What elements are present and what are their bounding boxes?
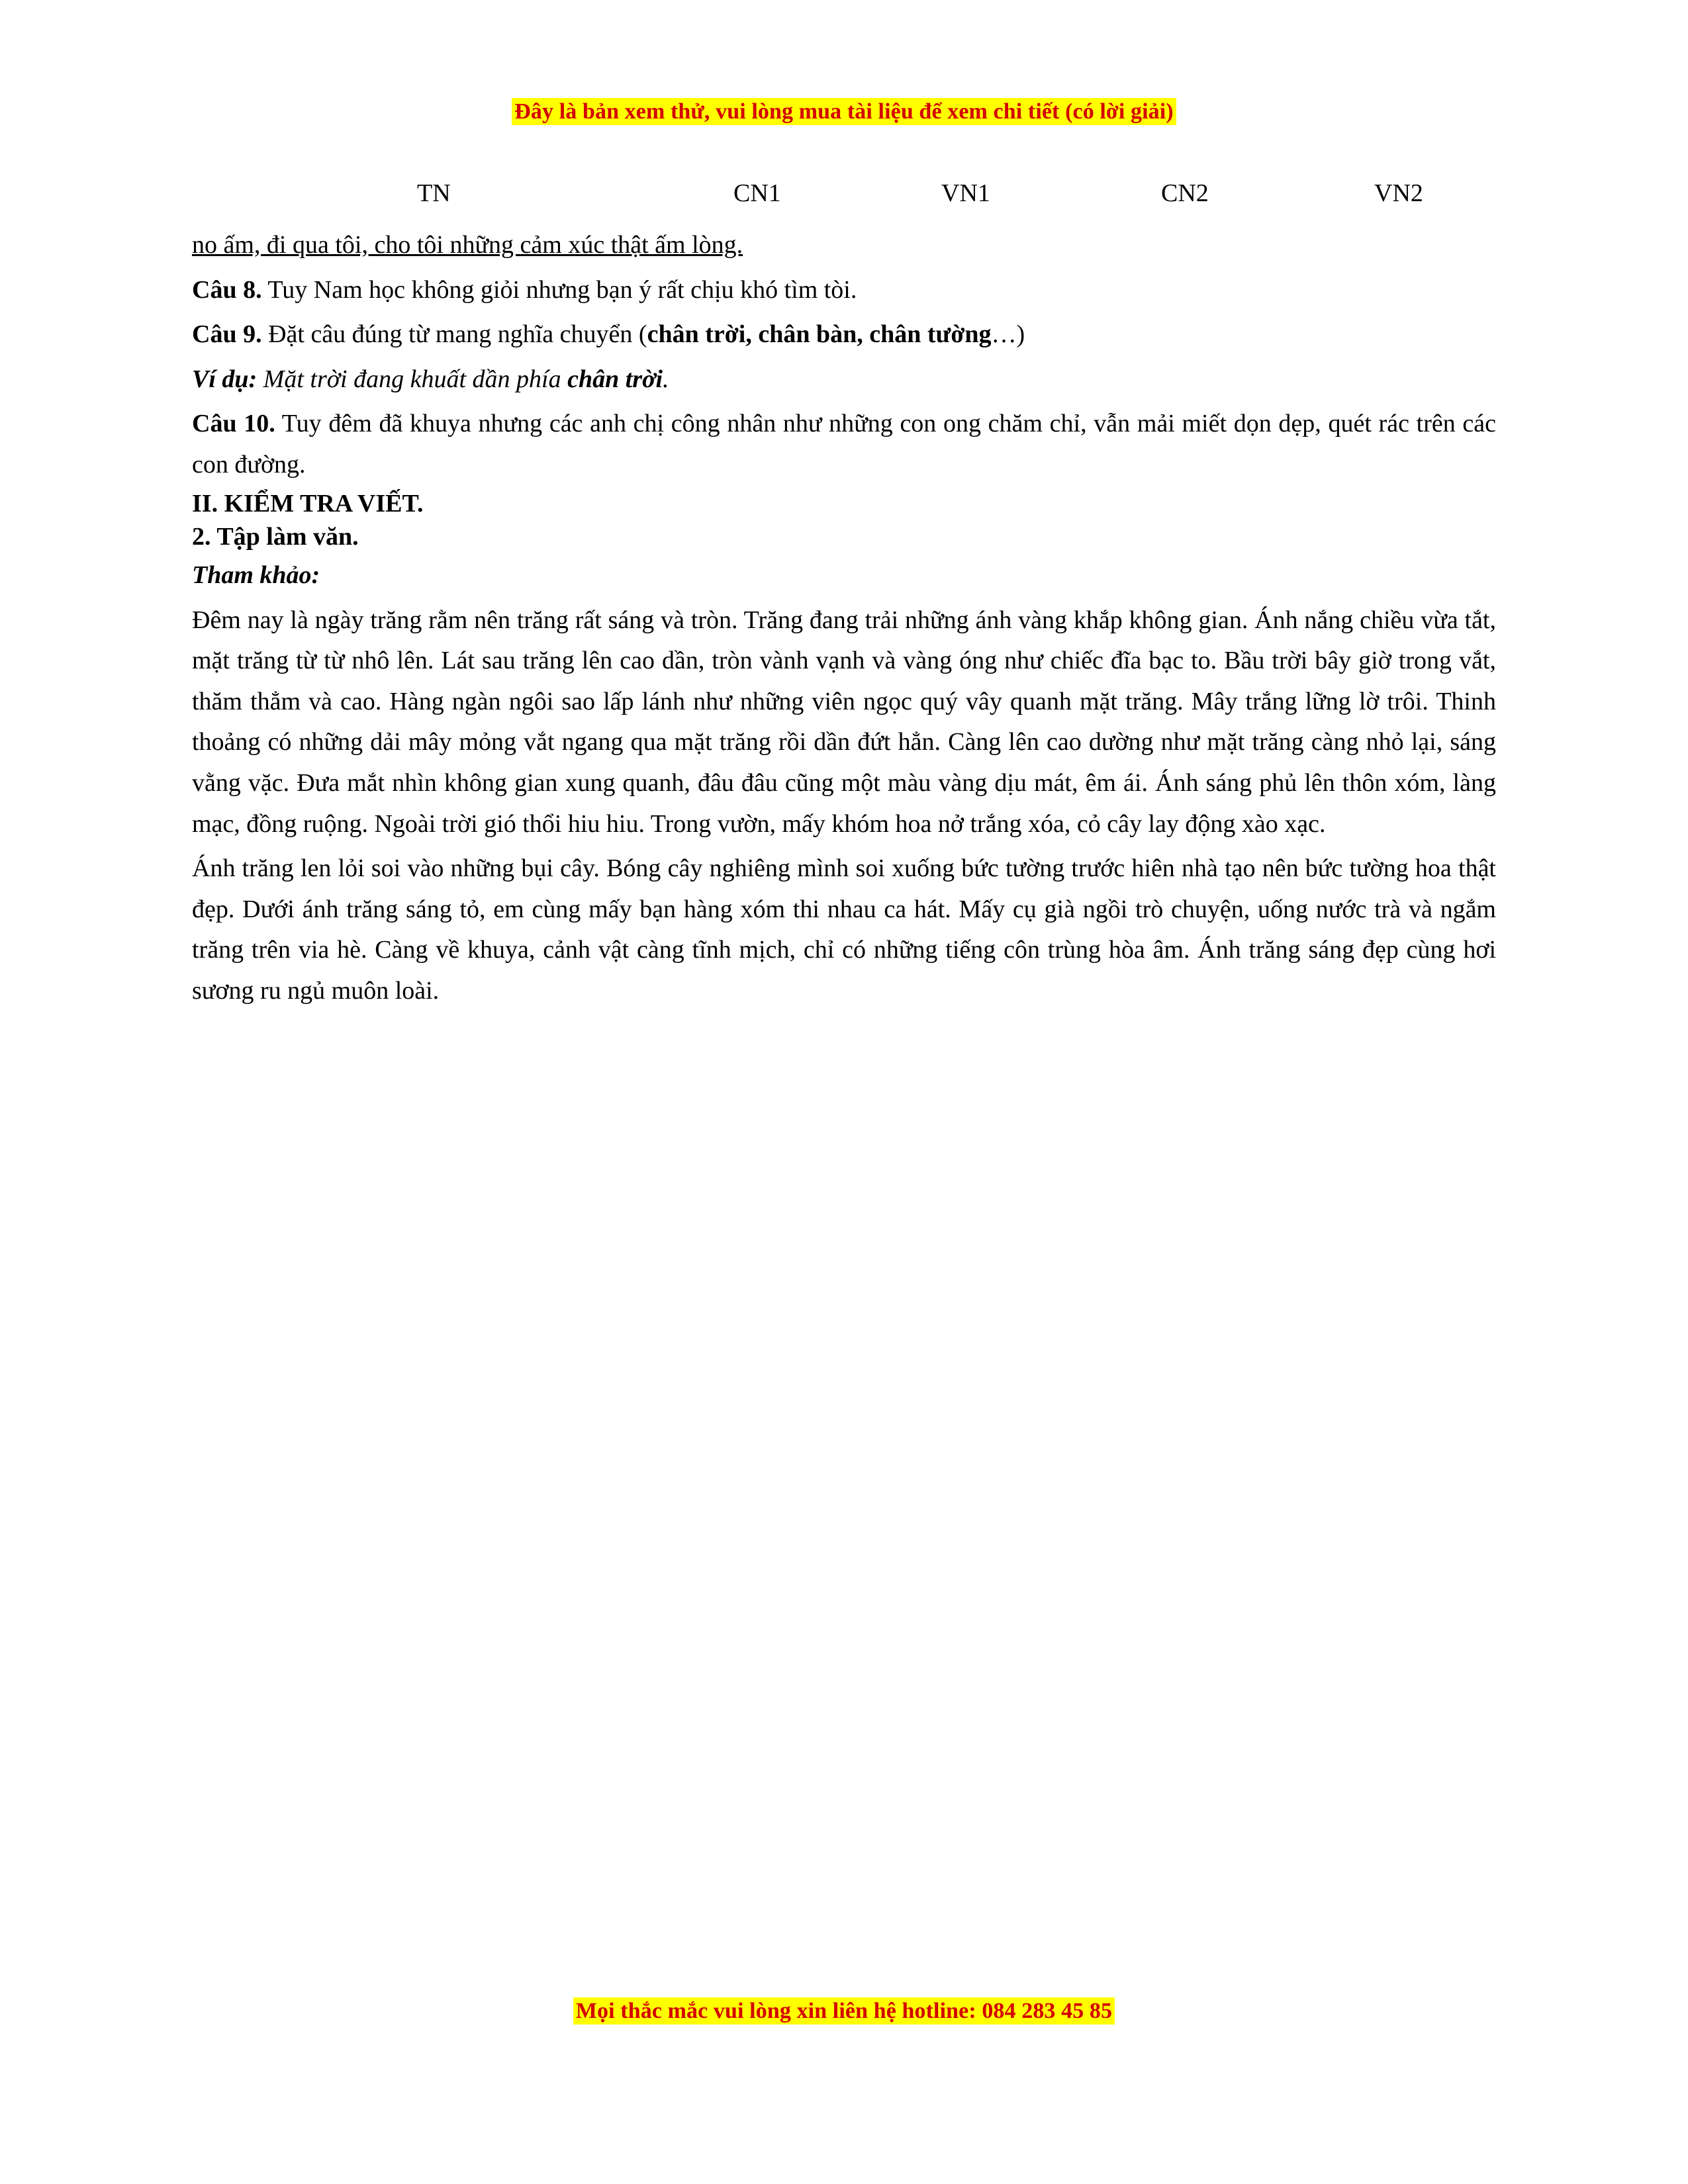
question-9-label: Câu 9. xyxy=(192,320,262,349)
grammar-label-vn2: VN2 xyxy=(1374,179,1423,207)
tham-khao-label xyxy=(192,555,1496,596)
grammar-label-vn1: VN1 xyxy=(941,179,990,207)
example-text-after: . xyxy=(663,365,669,393)
example-line xyxy=(192,359,1496,400)
grammar-label-cn2: CN2 xyxy=(1161,179,1209,207)
question-8 xyxy=(192,270,1496,311)
question-10-label: Câu 10. xyxy=(192,410,275,438)
question-8-text: Tuy Nam học không giỏi nhưng bạn ý rất chịu khó tìm tòi. xyxy=(261,275,857,304)
example-text-before: Mặt trời đang khuất dần phía xyxy=(257,365,568,393)
preview-notice-top xyxy=(0,99,1688,124)
question-9 xyxy=(192,314,1496,355)
example-label: Ví dụ: xyxy=(192,365,258,393)
question-9-text-after: …) xyxy=(991,320,1025,349)
question-9-text-before: Đặt câu đúng từ mang nghĩa chuyển ( xyxy=(261,320,647,349)
grammar-label-tn: TN xyxy=(417,179,451,207)
question-9-bold-terms: chân trời, chân bàn, chân tường xyxy=(647,320,992,349)
hotline-notice-bottom-text: Mọi thắc mắc vui lòng xin liên hệ hotline: 084 283 45 85 xyxy=(573,1997,1115,2025)
essay-paragraph-2: Ánh trăng len lỏi soi vào những bụi cây. Bóng cây nghiêng mình soi xuống bức tường trước hiên nhà tạo nên bức tường hoa thật đẹp. Dưới ánh trăng sáng tỏ, em cùng mấy bạn hàng xóm thi nhau ca hát. Mấy cụ già ngồi trò chuyện, uống nước trà và ngắm trăng trên via hè. Càng về khuya, cảnh vật càng tĩnh mịch, chỉ có những tiếng côn trùng hòa âm. Ánh trăng sáng đẹp cùng hơi sương ru ngủ muôn loài. xyxy=(192,854,1496,1005)
question-10-text: Tuy đêm đã khuya nhưng các anh chị công nhân như những con ong chăm chỉ, vẫn mải miết dọn dẹp, quét rác trên các con đường. xyxy=(192,410,1496,478)
underlined-sentence-line xyxy=(192,225,1496,266)
grammar-label-row xyxy=(192,179,1496,225)
hotline-notice-bottom xyxy=(0,1999,1688,2024)
underlined-sentence-text: no ấm, đi qua tôi, cho tôi những cảm xúc thật ấm lòng. xyxy=(192,231,743,259)
example-bold-term: chân trời xyxy=(567,365,663,393)
document-body xyxy=(192,179,1496,1015)
section-heading-ii: II. KIỂM TRA VIẾT. xyxy=(192,490,424,518)
subsection-heading-2: 2. Tập làm văn. xyxy=(192,523,359,551)
question-8-label: Câu 8. xyxy=(192,275,262,304)
tham-khao-text: Tham khảo: xyxy=(192,561,320,590)
preview-notice-top-text: Đây là bản xem thử, vui lòng mua tài liệu để xem chi tiết (có lời giải) xyxy=(512,98,1176,125)
essay-paragraph-1: Đêm nay là ngày trăng rằm nên trăng rất sáng và tròn. Trăng đang trải những ánh vàng khắp không gian. Ánh nắng chiều vừa tắt, mặt trăng từ từ nhô lên. Lát sau trăng lên cao dần, tròn vành vạnh và vàng óng như chiếc đĩa bạc to. Bầu trời bây giờ trong vắt, thăm thẳm và cao. Hàng ngàn ngôi sao lấp lánh như những viên ngọc quý vây quanh mặt trăng. Mây trắng lững lờ trôi. Thinh thoảng có những dải mây mỏng vắt ngang qua mặt trăng rồi dần đứt hẳn. Càng lên cao dường như mặt trăng càng nhỏ lại, sáng vằng vặc. Đưa mắt nhìn không gian xung quanh, đâu đâu cũng một màu vàng dịu mát, êm ái. Ánh sáng phủ lên thôn xóm, làng mạc, đồng ruộng. Ngoài trời gió thổi hiu hiu. Trong vườn, mấy khóm hoa nở trắng xóa, cỏ cây lay động xào xạc. xyxy=(192,606,1496,838)
question-10 xyxy=(192,404,1496,485)
grammar-label-cn1: CN1 xyxy=(733,179,781,207)
